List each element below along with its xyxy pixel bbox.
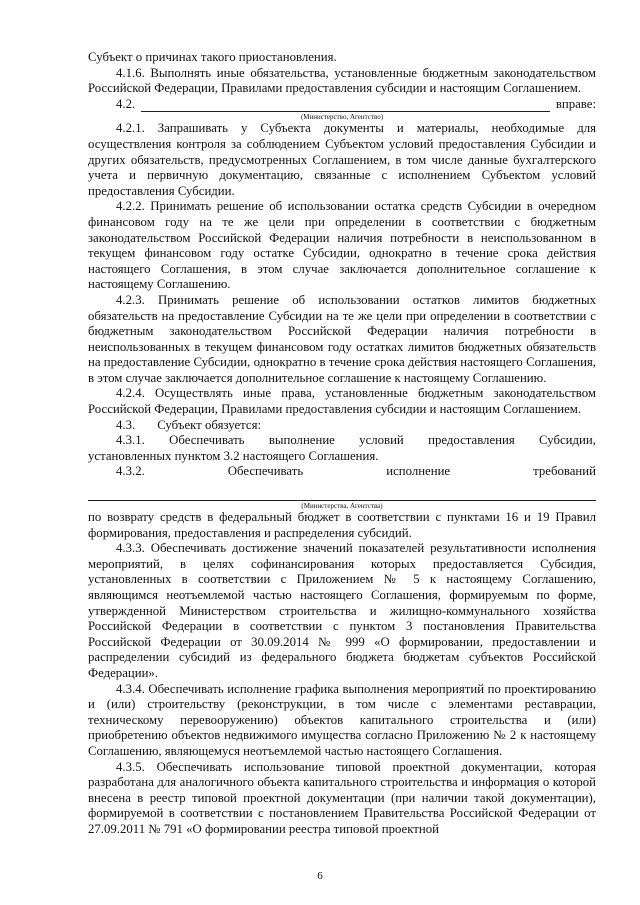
paragraph-4-3-number: 4.3. <box>116 417 136 432</box>
paragraph-4-3-2-continuation: по возврату средств в федеральный бюджет в соответствии с пунктами 16 и 19 Правил формирования, предоставления и распределения субсидий. <box>88 510 596 540</box>
paragraph-4-2-number: 4.2. <box>116 96 136 111</box>
paragraph-4-3-1-continuation: установленных пунктом 3.2 настоящего Соглашения. <box>88 448 379 463</box>
paragraph-4-3-5: 4.3.5. Обеспечивать использование типовой проектной документации, которая разработана для аналогичного объекта капитального строительства и информация о которой внесена в реестр типовой проектной документации (при наличии такой документации), формируемой в соответствии с постановлением Правительства Российской Федерации от 27.09.2011 № 791 «О формировании реестра типовой проектной <box>88 759 596 836</box>
paragraph-4-3-4: 4.3.4. Обеспечивать исполнение графика выполнения мероприятий по проектированию и (или) строительству (реконструкции, в том числе с элементами реставрации, техническому перевооружению) объектов капитального строительства и (или) приобретению объектов недвижимого имущества согласно Приложению № 2 к настоящему Соглашению, являющемуся неотъемлемой частью настоящего Соглашения. <box>88 681 596 758</box>
paragraph-intro: Субъект о причинах такого приостановления. <box>88 50 337 64</box>
paragraph-4-3 <box>88 418 596 434</box>
word: Обеспечивать <box>169 433 245 448</box>
word: исполнение <box>386 464 451 479</box>
ministry-blank-line-1 <box>141 99 550 112</box>
paragraph-4-2-3: 4.2.3. Принимать решение об использовании остатков лимитов бюджетных обязательств на предоставление Субсидии на те же цели при определении в соответствии с бюджетным законодательством Российской Федерации наличия потребности в неиспользованных в текущем финансовом году остатках лимитов бюджетных обязательств на предоставление Субсидии, однократно в течение срока действия настоящего Соглашения, в этом случае заключается дополнительное соглашение к настоящему Соглашению. <box>88 292 596 385</box>
paragraph-4-3-2-line <box>88 464 596 480</box>
paragraph-4-3-text: Субъект обязуется: <box>157 417 262 432</box>
word: Обеспечивать <box>227 464 304 479</box>
word: Субсидии, <box>539 433 596 448</box>
word: требований <box>533 464 596 479</box>
word: выполнение <box>268 433 335 448</box>
paragraph-4-3-3: 4.3.3. Обеспечивать достижение значений показателей результативности исполнения мероприятий, в целях софинансирования которых предоставляется Субсидия, установленных в соответствии с Приложением № 5 к настоящему Соглашению, являющимся неотъемлемой частью настоящего Соглашения, формируемым по форме, утвержденной Министерством строительства и жилищно-коммунального хозяйства Российской Федерации в соответствии с пунктом 3 постановления Правительства Российской Федерации от 30.09.2014 № 999 «О формировании, предоставлении и распределении субсидий из федерального бюджета бюджетам субъектов Российской Федерации». <box>88 541 596 680</box>
word: условий <box>359 433 404 448</box>
page-number: 6 <box>317 870 323 882</box>
word: предоставления <box>428 433 515 448</box>
paragraph-4-2-line <box>88 97 596 113</box>
word: 4.3.1. <box>116 433 145 448</box>
paragraph-4-2-2: 4.2.2. Принимать решение об использовании остатка средств Субсидии в очередном финансовом году на те же цели при определении в соответствии с бюджетным законодательством Российской Федерации наличия потребности в неиспользованном в текущем финансовом году остатке Субсидии, однократно в течение срока действия настоящего Соглашения, в этом случае заключается дополнительное соглашение к настоящему Соглашению. <box>88 199 596 292</box>
paragraph-4-2-1: 4.2.1. Запрашивать у Субъекта документы и материалы, необходимые для осуществления контроля за соблюдением Субъектом условий предоставления Субсидии и других обязательств, предусмотренных Соглашением, в том числе данные бухгалтерского учета и первичную документацию, связанные с исполнением Субъектом условий предоставления Субсидии. <box>88 121 596 198</box>
ministry-blank-line-2 <box>88 480 596 501</box>
caption-ministry-1: (Министерство, Агентство) <box>300 113 384 122</box>
paragraph-4-1-6: 4.1.6. Выполнять иные обязательства, установленные бюджетным законодательством Российской Федерации, Правилами предоставления субсидии и настоящим Соглашением. <box>88 65 596 96</box>
word: 4.3.2. <box>116 464 145 479</box>
paragraph-4-3-1-line <box>88 433 596 449</box>
paragraph-4-2-tail: вправе: <box>555 96 596 111</box>
caption-ministry-2: (Министерства, Агентства) <box>301 502 383 511</box>
document-page <box>88 50 596 838</box>
paragraph-4-2-4: 4.2.4. Осуществлять иные права, установленные бюджетным законодательством Российской Федерации, Правилами предоставления субсидии и настоящим Соглашением. <box>88 386 596 417</box>
